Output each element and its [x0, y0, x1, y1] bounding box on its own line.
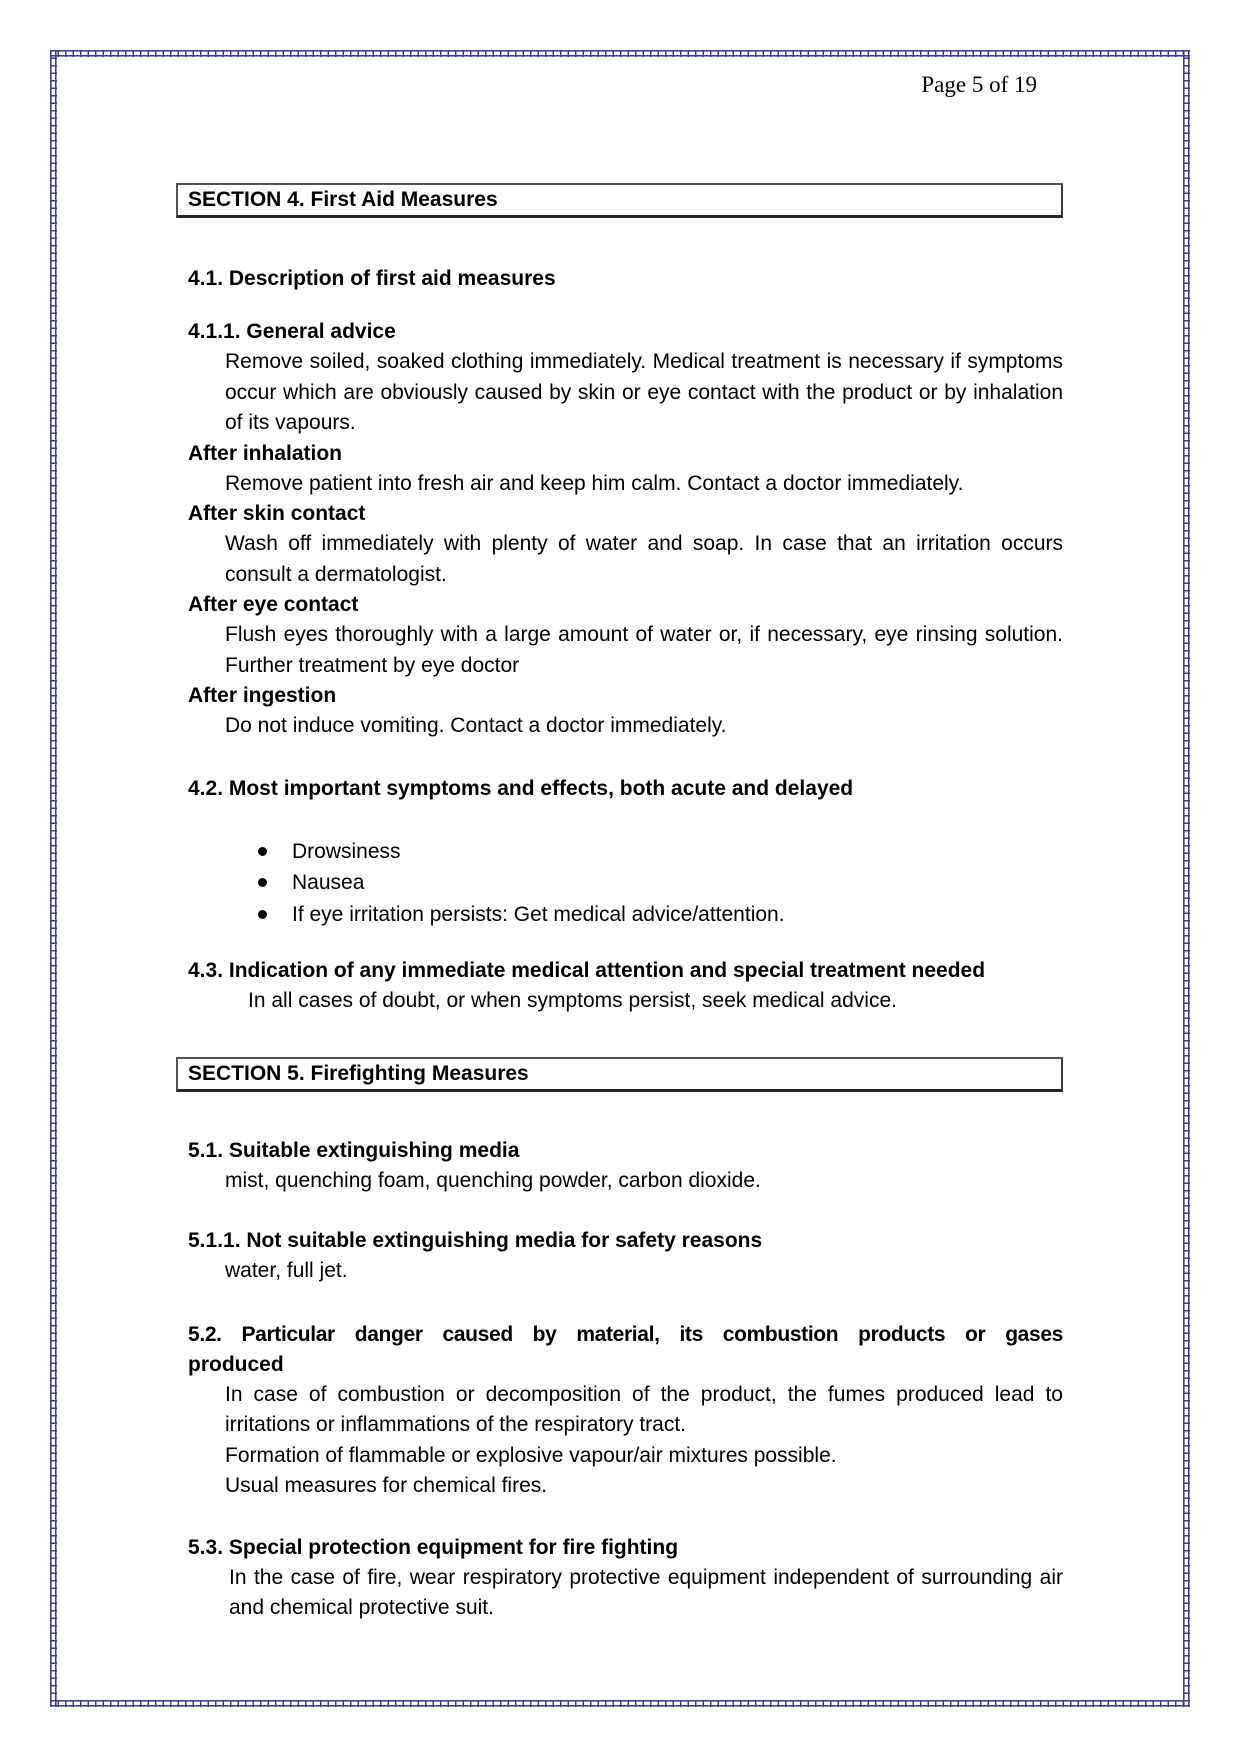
heading-5-2-line2: produced	[188, 1352, 284, 1376]
label-after-skin-contact: After skin contact	[188, 502, 366, 525]
heading-5-1-1: 5.1.1. Not suitable extinguishing media for safety reasons	[188, 1229, 763, 1252]
bullet-icon	[258, 867, 292, 899]
paragraph-after-skin-contact: Wash off immediately with plenty of water and soap. In case that an irritation occurs consult a dermatologist.	[225, 532, 1063, 586]
paragraph-combustion-fumes: In case of combustion or decomposition of the product, the fumes produced lead to irritations or inflammations of the respiratory tract.	[225, 1382, 1063, 1436]
label-after-ingestion: After ingestion	[188, 684, 337, 707]
heading-4-3: 4.3. Indication of any immediate medical attention and special treatment needed	[188, 959, 986, 982]
heading-4-2: 4.2. Most important symptoms and effects, both acute and delayed	[188, 776, 854, 800]
page-content	[176, 0, 1063, 1624]
heading-4-1-1: 4.1.1. General advice	[188, 320, 396, 343]
list-item	[258, 836, 1063, 868]
list-item	[258, 867, 1063, 899]
bullet-icon	[258, 836, 292, 868]
paragraph-not-suitable-media: water, full jet.	[225, 1259, 348, 1282]
page-number: Page 5 of 19	[921, 72, 1037, 97]
paragraph-flammable-mixtures: Formation of flammable or explosive vapour/air mixtures possible.	[225, 1443, 837, 1467]
section-5-title: SECTION 5. Firefighting Measures	[188, 1061, 529, 1085]
decorative-border-right	[1183, 50, 1190, 1707]
heading-5-2-line1: 5.2. Particular danger caused by material, its combustion products or gases	[188, 1322, 1063, 1346]
paragraph-general-advice: Remove soiled, soaked clothing immediately. Medical treatment is necessary if symptoms occur which are obviously caused by skin or eye contact with the product or by inhalation of its vapours.	[225, 350, 1063, 434]
label-after-inhalation: After inhalation	[188, 441, 343, 465]
decorative-border-bottom	[50, 1700, 1190, 1707]
paragraph-usual-measures: Usual measures for chemical fires.	[225, 1474, 548, 1497]
section-5-header-box	[176, 1057, 1063, 1092]
paragraph-after-inhalation: Remove patient into fresh air and keep him calm. Contact a doctor immediately.	[225, 471, 964, 495]
heading-5-1: 5.1. Suitable extinguishing media	[188, 1138, 520, 1162]
bullet-icon	[258, 899, 292, 931]
paragraph-after-eye-contact: Flush eyes thoroughly with a large amount of water or, if necessary, eye rinsing solution. Further treatment by eye doctor	[225, 623, 1063, 677]
list-item	[258, 899, 1063, 931]
heading-4-1: 4.1. Description of first aid measures	[188, 267, 556, 290]
list-item-text: If eye irritation persists: Get medical advice/attention.	[292, 902, 785, 926]
list-item-text: Drowsiness	[292, 839, 401, 863]
symptoms-list	[176, 836, 1063, 931]
paragraph-extinguishing-media: mist, quenching foam, quenching powder, carbon dioxide.	[225, 1168, 761, 1192]
paragraph-medical-attention: In all cases of doubt, or when symptoms persist, seek medical advice.	[248, 989, 897, 1012]
section-4-header-box	[176, 183, 1063, 218]
list-item-text: Nausea	[292, 871, 365, 894]
paragraph-protection-equipment: In the case of fire, wear respiratory protective equipment independent of surrounding air and chemical protective suit.	[229, 1565, 1063, 1619]
paragraph-after-ingestion: Do not induce vomiting. Contact a doctor immediately.	[225, 714, 727, 737]
label-after-eye-contact: After eye contact	[188, 593, 359, 616]
heading-5-3: 5.3. Special protection equipment for fire fighting	[188, 1535, 679, 1559]
section-4-title: SECTION 4. First Aid Measures	[188, 188, 498, 211]
decorative-border-left	[50, 50, 57, 1707]
